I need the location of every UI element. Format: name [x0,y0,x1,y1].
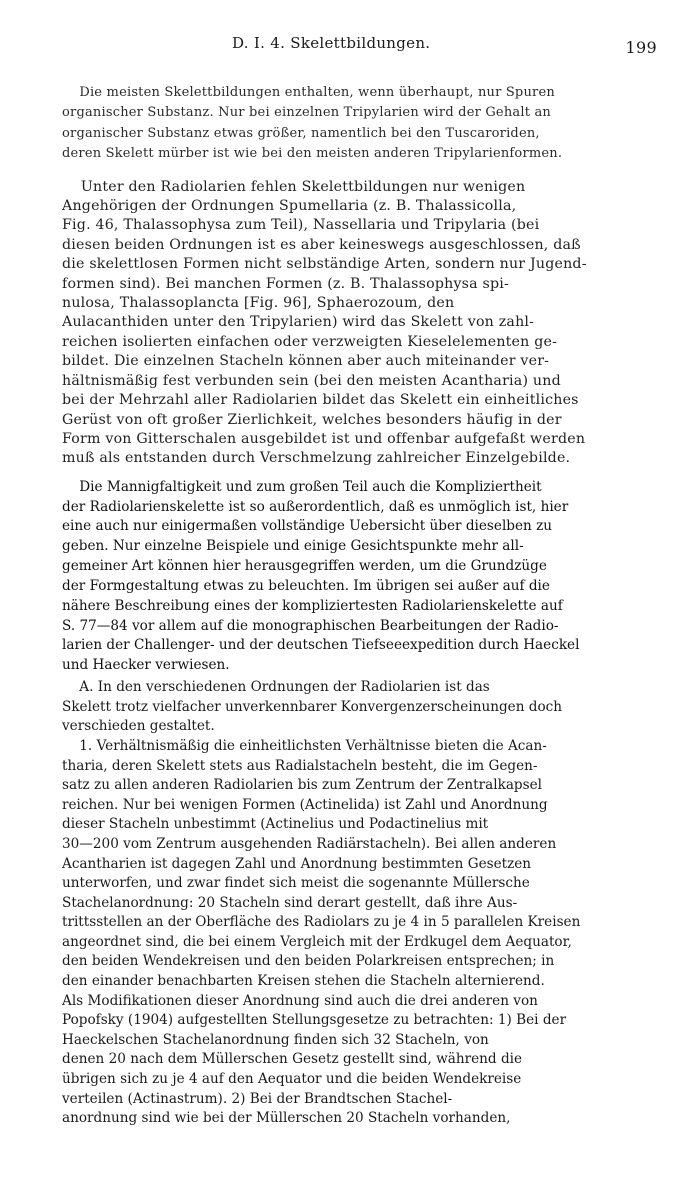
paragraph-ordnungen [62,678,657,1129]
text-line: den beiden Wendekreisen und den beiden Polarkreisen entsprechen; in [62,953,555,970]
text-line: Angehörigen der Ordnungen Spumellaria (z. B. Thalassicolla, [62,198,517,215]
text-line: Gerüst von oft großer Zierlichkeit, welches besonders häufig in der [62,411,562,428]
text-line: Acantharien ist dagegen Zahl und Anordnung bestimmten Gesetzen [62,855,532,872]
text-line: 30—200 vom Zentrum ausgehenden Radiärstacheln). Bei allen anderen [62,835,557,852]
text-line: übrigen sich zu je 4 auf den Aequator und die beiden Wendekreise [62,1071,522,1088]
text-line: denen 20 nach dem Müllerschen Gesetz gestellt sind, während die [62,1051,523,1068]
text-line: 1. Verhältnismäßig die einheitlichsten Verhältnisse bieten die Acan- [62,737,547,754]
text-line: organischer Substanz etwas größer, namentlich bei den Tuscaroriden, [62,125,540,141]
text-line: Stachelanordnung: 20 Stacheln sind derart gestellt, daß ihre Aus- [62,894,518,911]
text-line: reichen isolierten einfachen oder verzweigten Kieselelementen ge- [62,333,558,350]
text-line: Popofsky (1904) aufgestellten Stellungsgesetze zu betrachten: 1) Bei der [62,1012,567,1029]
paragraph-mannigfaltigkeit [62,478,657,676]
text-line: Unter den Radiolarien fehlen Skelettbildungen nur wenigen [62,178,526,195]
text-line: die skelettlosen Formen nicht selbständige Arten, sondern nur Jugend- [62,256,587,273]
text-line: dieser Stacheln unbestimmt (Actinelius und Podactinelius mit [62,816,489,833]
text-line: Haeckelschen Stachelanordnung finden sich 32 Stacheln, von [62,1031,489,1048]
text-line: Die meisten Skelettbildungen enthalten, wenn überhaupt, nur Spuren [62,85,555,100]
text-line: satz zu allen anderen Radiolarien bis zum Zentrum der Zentralkapsel [62,777,542,794]
text-line: A. In den verschiedenen Ordnungen der Radiolarien ist das [62,679,490,696]
text-line: larien der Challenger- und der deutschen Tiefseeexpedition durch Haeckel [62,637,580,654]
text-line: der Formgestaltung etwas zu beleuchten. Im übrigen sei außer auf die [62,577,550,594]
text-line: gemeiner Art können hier herausgegriffen werden, um die Grundzüge [62,558,547,575]
text-line: organischer Substanz. Nur bei einzelnen Tripylarien wird der Gehalt an [62,105,551,121]
text-line: Skelett trotz vielfacher unverkennbarer Konvergenzerscheinungen doch [62,698,563,715]
text-line: Fig. 46, Thalassophysa zum Teil), Nassellaria und Tripylaria (bei [62,217,540,234]
text-line: formen sind). Bei manchen Formen (z. B. Thalassophysa spi- [62,275,510,292]
paragraph-radiolarien-skelett [62,178,657,469]
text-line: angeordnet sind, die bei einem Vergleich mit der Erdkugel dem Aequator, [62,933,572,950]
text-line: Aulacanthiden unter den Tripylarien) wird das Skelett von zahl- [62,314,535,331]
text-line: eine auch nur einigermaßen vollständige Uebersicht über dieselben zu [62,518,553,535]
text-line: deren Skelett mürber ist wie bei den meisten anderen Tripylarienformen. [62,146,563,162]
text-line: bei der Mehrzahl aller Radiolarien bildet das Skelett ein einheitliches [62,392,579,409]
text-line: hältnismäßig fest verbunden sein (bei den meisten Acantharia) und [62,372,561,389]
page-header [62,34,657,62]
text-line: der Radiolarienskelette ist so außerordentlich, daß es unmöglich ist, hier [62,498,569,515]
text-line: anordnung sind wie bei der Müllerschen 20 Stacheln vorhanden, [62,1110,511,1127]
text-line: den einander benachbarten Kreisen stehen die Stacheln alternierend. [62,973,545,990]
text-line: trittsstellen an der Oberfläche des Radiolars zu je 4 in 5 parallelen Kreisen [62,914,581,931]
text-line: nulosa, Thalassoplancta [Fig. 96], Sphaerozoum, den [62,295,455,312]
text-line: Als Modifikationen dieser Anordnung sind auch die drei anderen von [62,992,538,1009]
text-line: S. 77—84 vor allem auf die monographischen Bearbeitungen der Radio- [62,617,559,634]
text-line: muß als entstanden durch Verschmelzung zahlreicher Einzelgebilde. [62,450,571,467]
text-line: geben. Nur einzelne Beispiele und einige Gesichtspunkte mehr all- [62,538,524,555]
text-line: Form von Gitterschalen ausgebildet ist und offenbar aufgefaßt werden [62,430,586,447]
text-line: verschieden gestaltet. [62,718,215,735]
text-line: und Haecker verwiesen. [62,657,230,674]
paragraph-small-print [62,83,657,165]
text-line: unterworfen, und zwar findet sich meist die sogenannte Müllersche [62,875,530,892]
text-line: tharia, deren Skelett stets aus Radialstacheln besteht, die im Gegen- [62,757,538,774]
text-line: diesen beiden Ordnungen ist es aber keineswegs ausgeschlossen, daß [62,236,581,253]
text-line: nähere Beschreibung eines der kompliziertesten Radiolarienskelette auf [62,597,563,614]
text-line: verteilen (Actinastrum). 2) Bei der Brandtschen Stachel- [62,1090,453,1107]
running-title: D. I. 4. Skelettbildungen. [232,34,431,52]
text-line: Die Mannigfaltigkeit und zum großen Teil auch die Kompliziertheit [62,478,542,495]
text-line: bildet. Die einzelnen Stacheln können aber auch miteinander ver- [62,353,550,370]
page-number: 199 [625,38,657,57]
text-line: reichen. Nur bei wenigen Formen (Actinelida) ist Zahl und Anordnung [62,796,548,813]
